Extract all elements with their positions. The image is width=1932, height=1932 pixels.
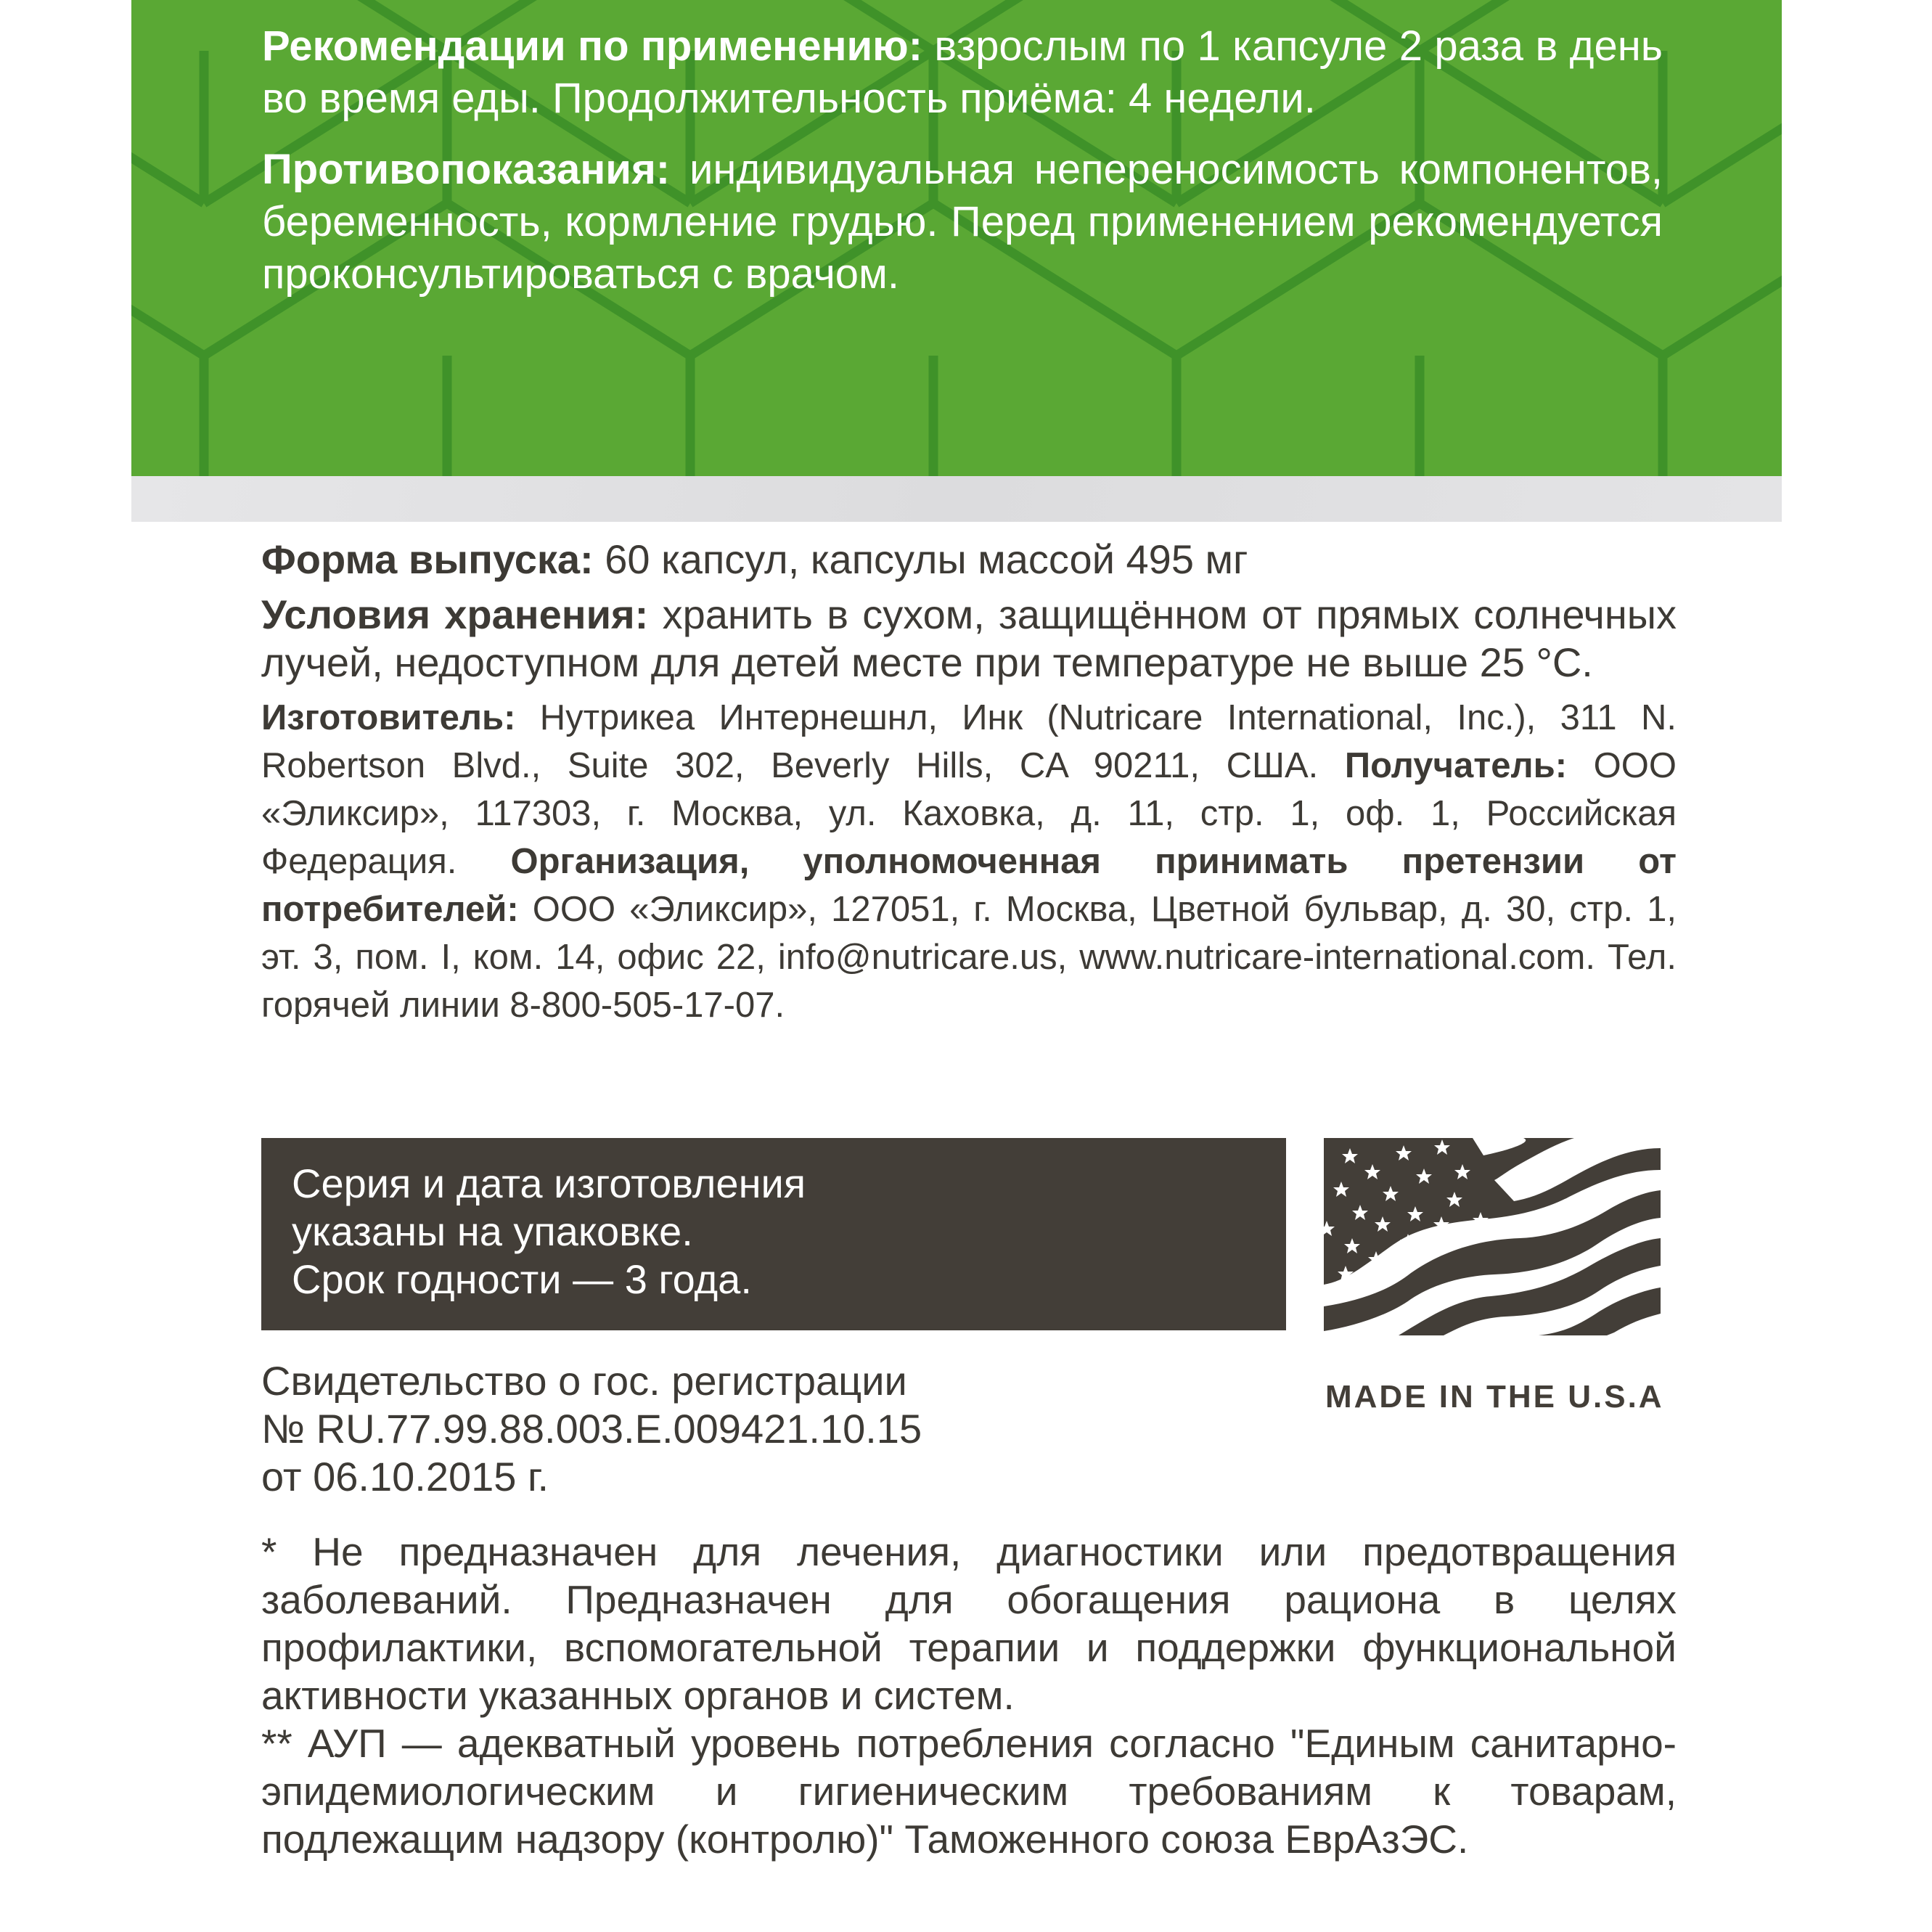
- batch-info-box: [261, 1138, 1286, 1330]
- green-instructions-panel: [131, 0, 1782, 476]
- manufacturer-label: Изготовитель:: [261, 698, 516, 737]
- batch-line-1: Серия и дата изготовления: [292, 1161, 806, 1206]
- registration-line-3: от 06.10.2015 г.: [261, 1454, 549, 1499]
- storage-text: хранить в сухом, защищённом от прямых солнечных лучей, недоступном для детей месте при температуре не выше 25 °C.: [261, 592, 1677, 685]
- claims-label: Организация, уполномоченная принимать претензии от потребителей:: [261, 842, 1677, 929]
- registration-certificate: [261, 1357, 922, 1501]
- recipient-text: ООО «Эликсир», 117303, г. Москва, ул. Каховка, д. 11, стр. 1, оф. 1, Российская Федерация.: [261, 746, 1677, 881]
- footnote-2: ** АУП — адекватный уровень потребления согласно "Единым санитарно-эпидемиологическим и гигиеническим требованиям к товарам, подлежащим надзору (контролю)" Таможенного союза ЕврАзЭС.: [261, 1721, 1677, 1862]
- claims-text: ООО «Эликсир», 127051, г. Москва, Цветной бульвар, д. 30, стр. 1, эт. 3, пом. I, ком. 14, офис 22, info@nutricare.us, www.nutricare-international.com. Тел. горячей линии 8-800-505-17-07.: [261, 890, 1677, 1025]
- registration-line-2: № RU.77.99.88.003.E.009421.10.15: [261, 1406, 922, 1452]
- usage-text: взрослым по 1 капсуле 2 раза в день во время еды. Продолжительность приёма: 4 недели.: [262, 22, 1663, 122]
- green-text-block: [262, 20, 1663, 319]
- form-label: Форма выпуска:: [261, 536, 594, 582]
- gray-divider-band: [131, 476, 1782, 522]
- contraindications-text: индивидуальная непереносимость компонентов, беременность, кормление грудью. Перед применением рекомендуется проконсультироваться с врачом.: [262, 146, 1663, 298]
- us-flag-icon: [1324, 1138, 1661, 1335]
- usage-paragraph: [262, 20, 1663, 125]
- manufacturer-paragraph: [261, 694, 1677, 1029]
- product-info-block: [261, 536, 1677, 1029]
- storage-paragraph: [261, 591, 1677, 687]
- made-in-usa-label: MADE IN THE U.S.A: [1325, 1379, 1664, 1415]
- form-paragraph: [261, 536, 1677, 584]
- footnote-1: * Не предназначен для лечения, диагностики или предотвращения заболеваний. Предназначен для обогащения рациона в целях профилактики, вспомогательной терапии и поддержки функциональной активности указанных органов и систем.: [261, 1529, 1677, 1718]
- contraindications-paragraph: [262, 144, 1663, 300]
- footnotes-block: [261, 1528, 1677, 1863]
- batch-line-2: указаны на упаковке.: [292, 1208, 693, 1254]
- contraindications-label: Противопоказания:: [262, 146, 671, 193]
- form-text: 60 капсул, капсулы массой 495 мг: [593, 536, 1248, 582]
- batch-line-3: Срок годности — 3 года.: [292, 1256, 752, 1302]
- storage-label: Условия хранения:: [261, 592, 649, 637]
- manufacturer-text: Нутрикеа Интернешнл, Инк (Nutricare International, Inc.), 311 N. Robertson Blvd., Suite 302, Beverly Hills, CA 90211, США.: [261, 698, 1677, 785]
- usage-label: Рекомендации по применению:: [262, 22, 923, 70]
- recipient-label: Получатель:: [1344, 746, 1568, 785]
- registration-line-1: Свидетельство о гос. регистрации: [261, 1358, 907, 1404]
